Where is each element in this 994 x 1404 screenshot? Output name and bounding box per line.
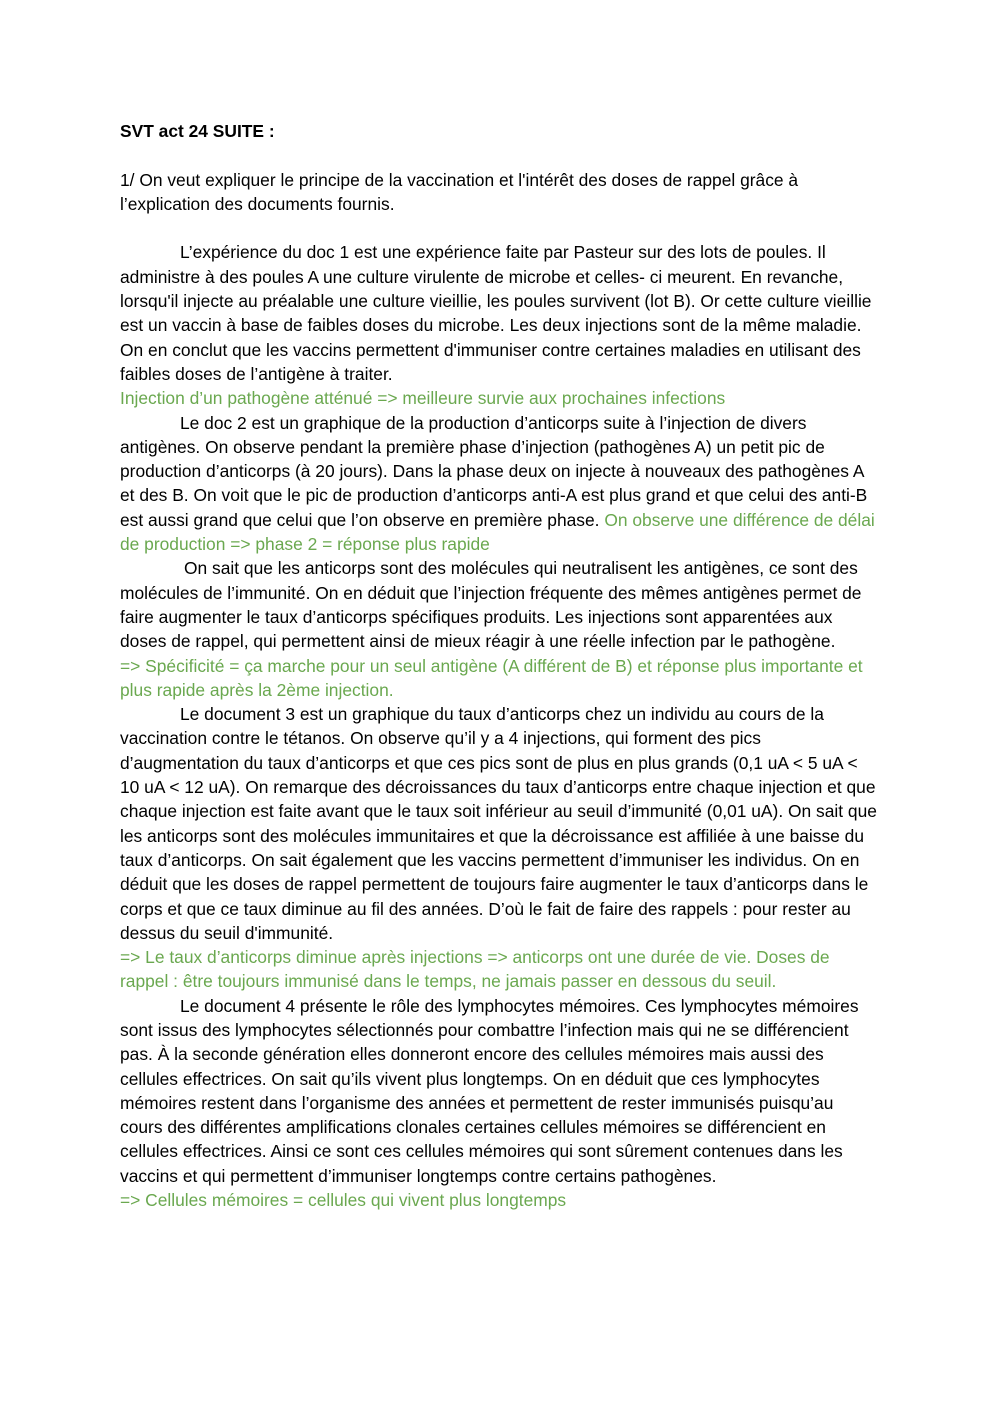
document-page	[120, 119, 880, 1212]
doc4-note: => Cellules mémoires = cellules qui vivent plus longtemps	[120, 1190, 567, 1211]
doc1-paragraph: L’expérience du doc 1 est une expérience faite par Pasteur sur des lots de poules. Il administre à des poules A une culture virulente de microbe et celles- ci meurent. En revanche, lorsqu'il injecte au préalable une culture vieillie, les poules survivent (lot B). Or cette culture vieillie est un vaccin à base de faibles doses du microbe. Les deux injections sont de la même maladie. On en conclut que les vaccins permettent d'immuniser contre certaines maladies en utilisant des faibles doses de l’antigène à traiter.	[120, 242, 872, 384]
doc2-paragraph-2: On sait que les anticorps sont des molécules qui neutralisent les antigènes, ce sont des molécules de l’immunité. On en déduit que l’injection fréquente des mêmes antigènes permet de faire augmenter le taux d’anticorps spécifiques produits. Les injections sont apparentées aux doses de rappel, qui permettent ainsi de mieux réagir à une réelle infection par le pathogène.	[120, 558, 862, 652]
question-text: 1/ On veut expliquer le principe de la vaccination et l'intérêt des doses de rappel grâce à l’explication des documents fournis.	[120, 169, 799, 214]
doc1-note: Injection d’un pathogène atténué => meilleure survie aux prochaines infections	[120, 388, 726, 409]
doc4-paragraph: Le document 4 présente le rôle des lymphocytes mémoires. Ces lymphocytes mémoires sont issus des lymphocytes sélectionnés pour combattre l’infection mais qui ne se différencient pas. À la seconde génération elles donneront encore des cellules mémoires mais aussi des cellules effectrices. On sait qu’ils vivent plus longtemps. On en déduit que ces lymphocytes mémoires restent dans l’organisme des années et permettent de rester immunisés puisqu’au cours des différentes amplifications clonales certaines cellules mémoires se différencient en cellules effectrices. Ainsi ce sont ces cellules mémoires qui sont sûrement contenues dans les vaccins et qui permettent d’immuniser longtemps contre certains pathogènes.	[120, 995, 859, 1186]
doc3-paragraph: Le document 3 est un graphique du taux d’anticorps chez un individu au cours de la vaccination contre le tétanos. On observe qu’il y a 4 injections, qui forment des pics d’augmentation du taux d’anticorps et que ces pics sont de plus en plus grands (0,1 uA < 5 uA < 10 uA < 12 uA). On remarque des décroissances du taux d’anticorps entre chaque injection et que chaque injection est faite avant que le taux soit inférieur au seuil d’immunité (0,01 uA). On sait que les anticorps sont des molécules immunitaires et que la décroissance est affiliée à une baisse du taux d’anticorps. On sait également que les vaccins permettent d’immuniser les individus. On en déduit que les doses de rappel permettent de toujours faire augmenter le taux d’anticorps dans le corps et que ce taux diminue au fil des années. D’où le fait de faire des rappels : pour rester au dessus du seuil d'immunité.	[120, 704, 877, 943]
doc2-note: => Spécificité = ça marche pour un seul antigène (A différent de B) et réponse plus importante et plus rapide après la 2ème injection.	[120, 655, 863, 700]
doc2-text: Le doc 2 est un graphique de la production d’anticorps suite à l’injection de divers antigènes. On observe pendant la première phase d’injection (pathogènes A) un petit pic de production d’anticorps (à 20 jours). Dans la phase deux on injecte à nouveaux des pathogènes A et des B. On voit que le pic de production d’anticorps anti-A est plus grand et que celui des anti-B est aussi grand que celui que l’on observe en première phase.	[120, 412, 868, 530]
spacer	[120, 216, 880, 240]
document-title: SVT act 24 SUITE :	[120, 121, 275, 141]
doc3-note: => Le taux d’anticorps diminue après injections => anticorps ont une durée de vie. Doses de rappel : être toujours immunisé dans le temps, ne jamais passer en dessous du seuil.	[120, 947, 830, 992]
spacer	[120, 143, 880, 167]
doc2-inline-note: On observe une différence de délai de production => phase 2 = réponse plus rapide	[120, 509, 875, 555]
doc2-paragraph	[120, 411, 880, 557]
